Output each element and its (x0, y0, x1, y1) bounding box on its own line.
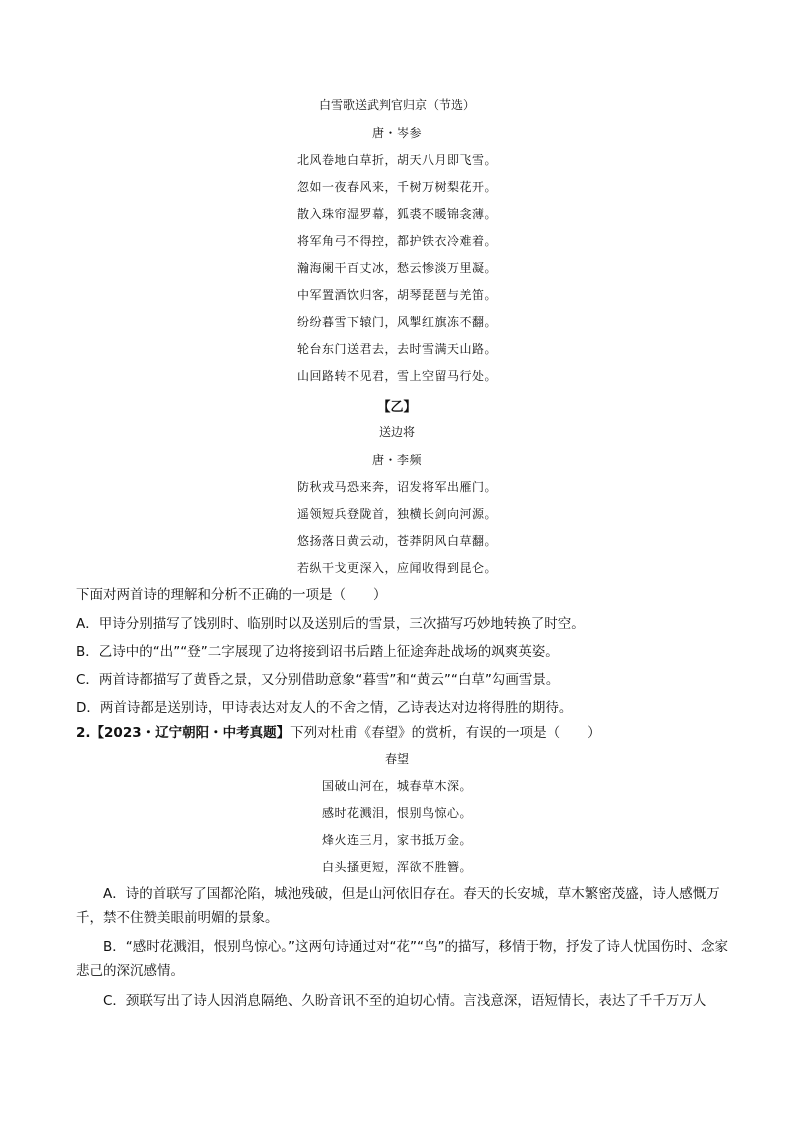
poem-a-line: 忽如一夜春风来，千树万树梨花开。 (296, 180, 497, 194)
poem-b-line: 防秋戎马恐来奔，诏发将军出雁门。 (296, 480, 497, 494)
poem-a-line: 轮台东门送君去，去时雪满天山路。 (296, 342, 497, 356)
question-1-option-c: C．两首诗都描写了黄昏之景，又分别借助意象“暮雪”和“黄云”“白草”勾画雪景。 (76, 672, 560, 688)
question-1-option-b: B．乙诗中的“出”“登”二字展现了边将接到诏书后踏上征途奔赴战场的飒爽英姿。 (76, 644, 559, 660)
question-2-poem-line: 感时花溅泪，恨别鸟惊心。 (321, 806, 472, 820)
question-2-option-c: C．颈联写出了诗人因消息隔绝、久盼音讯不至的迫切心情。言浅意深，语短情长，表达了千千万万人 (103, 993, 707, 1009)
poem-a-line: 散入珠帘湿罗幕，狐裘不暖锦衾薄。 (296, 207, 497, 221)
question-1-stem: 下面对两首诗的理解和分析不正确的一项是（ ） (76, 587, 387, 603)
poem-a-line: 纷纷暮雪下辕门，风掣红旗冻不翻。 (296, 315, 497, 329)
poem-b-author: 唐・李频 (371, 453, 422, 467)
poem-b-line: 遥领短兵登陇首，独横长剑向河源。 (296, 507, 497, 521)
question-2-number: 2. (76, 725, 91, 741)
question-2-poem-line: 白头搔更短，浑欲不胜簪。 (321, 860, 472, 874)
poem-b-marker: 【乙】 (377, 400, 417, 415)
poem-a-line: 中军置酒饮归客，胡琴琵琶与羌笛。 (296, 288, 497, 302)
poem-b-line: 悠扬落日黄云动，苍莽阴风白草翻。 (296, 534, 497, 548)
question-2-header (76, 721, 736, 741)
question-2-stem: 下列对杜甫《春望》的赏析，有误的一项是（ ） (290, 725, 601, 741)
poem-b-title: 送边将 (378, 425, 415, 439)
poem-a-line: 北风卷地白草折，胡天八月即飞雪。 (296, 153, 497, 167)
poem-b-line: 若纵干戈更深入，应闻收得到昆仑。 (296, 561, 497, 575)
question-2-poem-title: 春望 (384, 752, 409, 766)
poem-a-line: 瀚海阑干百丈冰，愁云惨淡万里凝。 (296, 261, 497, 275)
question-2-poem-line: 国破山河在，城春草木深。 (321, 779, 472, 793)
question-1-option-d: D．两首诗都是送别诗，甲诗表达对友人的不舍之情，乙诗表达对边将得胜的期待。 (76, 700, 573, 716)
question-2-poem-line: 烽火连三月，家书抵万金。 (321, 833, 472, 847)
poem-a-line: 将军角弓不得控，都护铁衣冷难着。 (296, 234, 497, 248)
poem-a-author: 唐・岑参 (371, 126, 422, 140)
question-2-source: 【2023・辽宁朝阳・中考真题】 (90, 725, 291, 741)
poem-a-line: 山回路转不见君，雪上空留马行处。 (296, 369, 497, 383)
poem-a-title: 白雪歌送武判官归京（节选） (318, 98, 475, 112)
question-2-option-b: B．“感时花溅泪，恨别鸟惊心。”这两句诗通过对“花”“鸟”的描写，移情于物，抒发了诗人忧国伤时、念家悲己的深沉感情。 (76, 939, 728, 979)
question-1-option-a: A．甲诗分别描写了饯别时、临别时以及送别后的雪景，三次描写巧妙地转换了时空。 (76, 616, 585, 632)
question-2-option-a: A．诗的首联写了国都沦陷，城池残破，但是山河依旧存在。春天的长安城，草木繁密茂盛，诗人感慨万千，禁不住赞美眼前明媚的景象。 (76, 886, 720, 926)
